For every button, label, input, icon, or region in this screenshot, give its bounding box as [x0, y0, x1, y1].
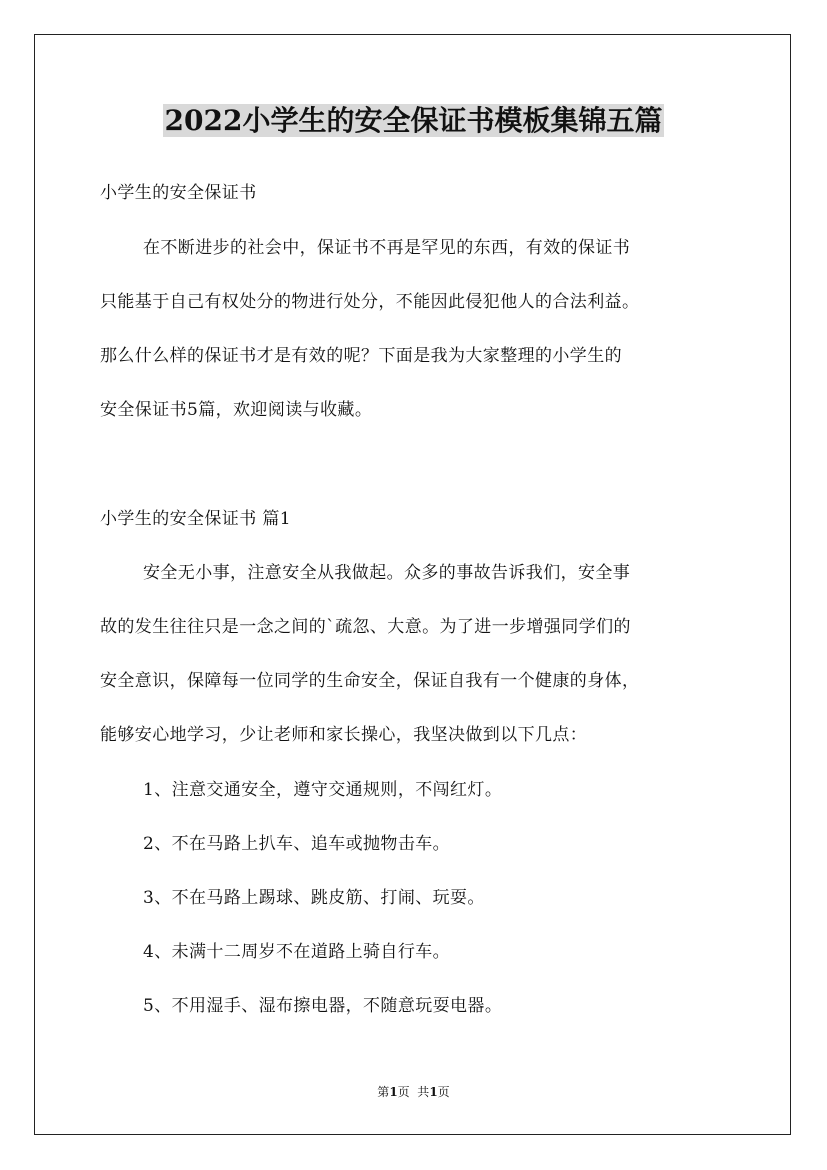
footer-page-suffix: 页 共 [397, 1085, 430, 1099]
section1-item-3: 3、不在马路上踢球、跳皮筋、打闹、玩耍。 [143, 888, 485, 908]
section1-item-1: 1、注意交通安全，遵守交通规则，不闯红灯。 [143, 780, 503, 800]
intro-heading: 小学生的安全保证书 [100, 183, 257, 203]
section1-line-1: 安全无小事，注意安全从我做起。众多的事故告诉我们，安全事 [143, 563, 631, 583]
section1-item-5: 5、不用湿手、湿布擦电器，不随意玩耍电器。 [143, 996, 503, 1016]
intro-line-2: 只能基于自己有权处分的物进行处分，不能因此侵犯他人的合法利益。 [100, 292, 640, 312]
document-title-text: 2022小学生的安全保证书模板集锦五篇 [164, 104, 663, 137]
footer-page-total: 1 [429, 1085, 438, 1099]
intro-line-1: 在不断进步的社会中，保证书不再是罕见的东西，有效的保证书 [143, 238, 631, 258]
intro-line-4: 安全保证书5篇，欢迎阅读与收藏。 [100, 400, 373, 420]
section1-line-2: 故的发生往往只是一念之间的`疏忽、大意。为了进一步增强同学们的 [100, 617, 631, 637]
section1-item-2: 2、不在马路上扒车、追车或抛物击车。 [143, 834, 451, 854]
section1-line-3: 安全意识，保障每一位同学的生命安全，保证自我有一个健康的身体， [100, 671, 640, 691]
section1-line-4: 能够安心地学习，少让老师和家长操心，我坚决做到以下几点： [100, 725, 588, 745]
section1-heading: 小学生的安全保证书 篇1 [100, 509, 292, 529]
intro-line-3: 那么什么样的保证书才是有效的呢？下面是我为大家整理的小学生的 [100, 346, 622, 366]
document-title [0, 100, 827, 142]
footer-page-end: 页 [437, 1085, 450, 1099]
footer-page-current: 1 [389, 1085, 398, 1099]
footer-page-prefix: 第 [377, 1085, 390, 1099]
section1-item-4: 4、未满十二周岁不在道路上骑自行车。 [143, 942, 451, 962]
page-footer [0, 1084, 827, 1100]
